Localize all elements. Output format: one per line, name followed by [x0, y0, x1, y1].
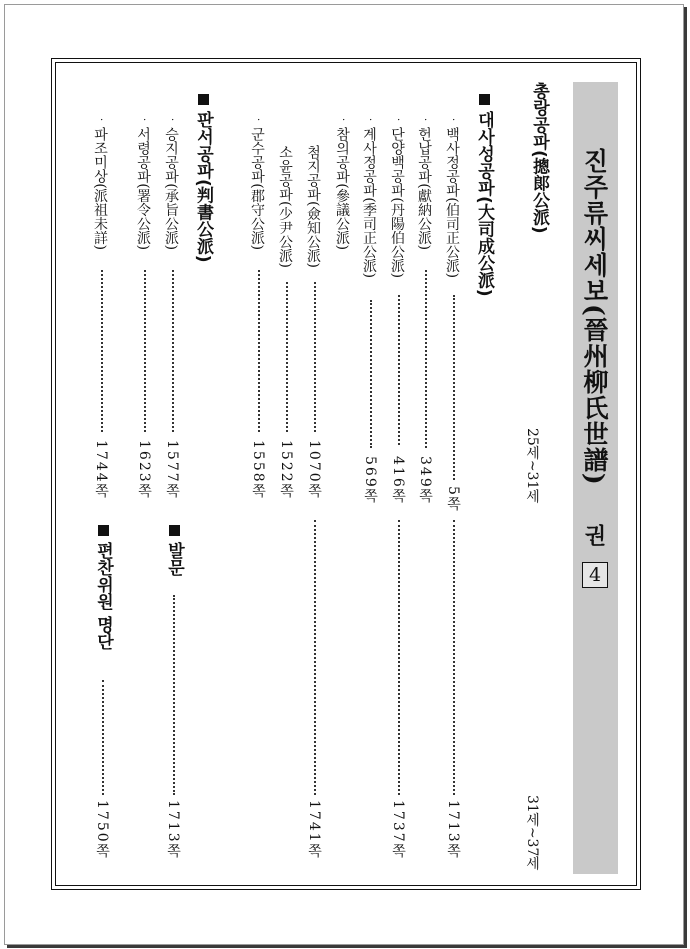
leader-dots — [370, 300, 372, 448]
page-number: 1741쪽 — [306, 800, 322, 860]
page-number: 1070쪽 — [306, 440, 322, 500]
entry-chamui-label: 참의공파(參議公派) — [334, 127, 350, 251]
page-number: 1522쪽 — [278, 440, 294, 500]
page-number: 1713쪽 — [165, 800, 181, 860]
leader-dots — [398, 295, 400, 445]
dot-icon: · — [337, 118, 348, 122]
dot-icon: · — [166, 118, 177, 122]
entry-baeksa — [445, 118, 459, 278]
bullet-icon — [479, 94, 490, 105]
page-number: 569쪽 — [362, 456, 378, 505]
entry-chamui — [335, 118, 349, 250]
volume-number: 4 — [582, 562, 608, 588]
entry-seoryeong — [136, 118, 150, 250]
entry-danyang — [390, 118, 404, 278]
page-number: 1750쪽 — [94, 800, 110, 860]
entry-gyesa — [362, 118, 376, 278]
leader-dots — [172, 270, 174, 432]
section-panseo — [194, 94, 211, 263]
generation-range-first: 25세~31세 — [524, 428, 540, 504]
leader-dots — [314, 282, 316, 432]
entry-balmun — [165, 525, 182, 576]
entry-gyesa-label: 계사정공파(季司正公派) — [361, 127, 377, 279]
dot-icon: · — [447, 118, 458, 122]
dot-icon: · — [95, 118, 106, 122]
section-panseo-title: 판서공파(判書公派) — [193, 111, 213, 263]
leader-dots — [314, 520, 316, 795]
page-number: 1577쪽 — [164, 440, 180, 500]
bullet-icon — [169, 525, 180, 536]
volume-label: 권 — [581, 524, 607, 546]
leader-dots — [173, 595, 175, 795]
entry-soyun: 소윤공파(少尹公派) — [277, 145, 293, 268]
entry-pajo-label: 파조미상(派祖未詳) — [92, 127, 108, 251]
entry-balmun-label: 발문 — [164, 542, 184, 576]
entry-heonnap-label: 헌납공파(獻納公派) — [416, 127, 432, 251]
generation-range-second: 31세~37세 — [524, 795, 540, 871]
page-number: 1558쪽 — [250, 440, 266, 500]
section-daesaseong-title: 대사성공파(大司成公派) — [474, 111, 494, 297]
entry-gunsu — [250, 118, 264, 250]
entry-seungji — [164, 118, 178, 250]
leader-dots — [425, 270, 427, 448]
entry-seungji-label: 승지공파(承旨公派) — [163, 127, 179, 251]
bullet-icon — [198, 94, 209, 105]
entry-pyeonchan — [94, 525, 111, 650]
entry-cheomji: 첨지공파(僉知公派) — [305, 145, 321, 268]
leader-dots — [453, 520, 455, 795]
dot-icon: · — [392, 118, 403, 122]
bullet-icon — [98, 525, 109, 536]
entry-baeksa-label: 백사정공파(伯司正公派) — [444, 127, 460, 279]
dot-icon: · — [419, 118, 430, 122]
leader-dots — [101, 270, 103, 432]
page-number: 1623쪽 — [136, 440, 152, 500]
entry-seoryeong-label: 서령공파(署令公派) — [135, 127, 151, 251]
dot-icon: · — [252, 118, 263, 122]
page-number: 5쪽 — [445, 486, 461, 513]
page-number: 1744쪽 — [93, 440, 109, 500]
entry-danyang-label: 단양백공파(丹陽伯公派) — [389, 127, 405, 279]
leader-dots — [398, 520, 400, 795]
dot-icon: · — [364, 118, 375, 122]
page-number: 1737쪽 — [390, 800, 406, 860]
leader-dots — [453, 295, 455, 480]
leader-dots — [286, 282, 288, 432]
dot-icon: · — [138, 118, 149, 122]
leader-dots — [258, 270, 260, 432]
entry-gunsu-label: 군수공파(郡守公派) — [249, 127, 265, 251]
book-title: 진주류씨세보(晉州柳氏世譜) — [580, 148, 609, 486]
entry-chongnang: 총랑공파(摠郞公派) — [529, 82, 549, 234]
page-number: 416쪽 — [390, 456, 406, 505]
page-number: 1713쪽 — [445, 800, 461, 860]
entry-pajo — [93, 118, 107, 250]
entry-pyeonchan-label: 편찬위원 명단 — [93, 542, 113, 650]
leader-dots — [144, 270, 146, 432]
section-daesaseong — [475, 94, 492, 297]
leader-dots — [102, 680, 104, 795]
page-number: 349쪽 — [417, 456, 433, 505]
entry-heonnap — [417, 118, 431, 250]
